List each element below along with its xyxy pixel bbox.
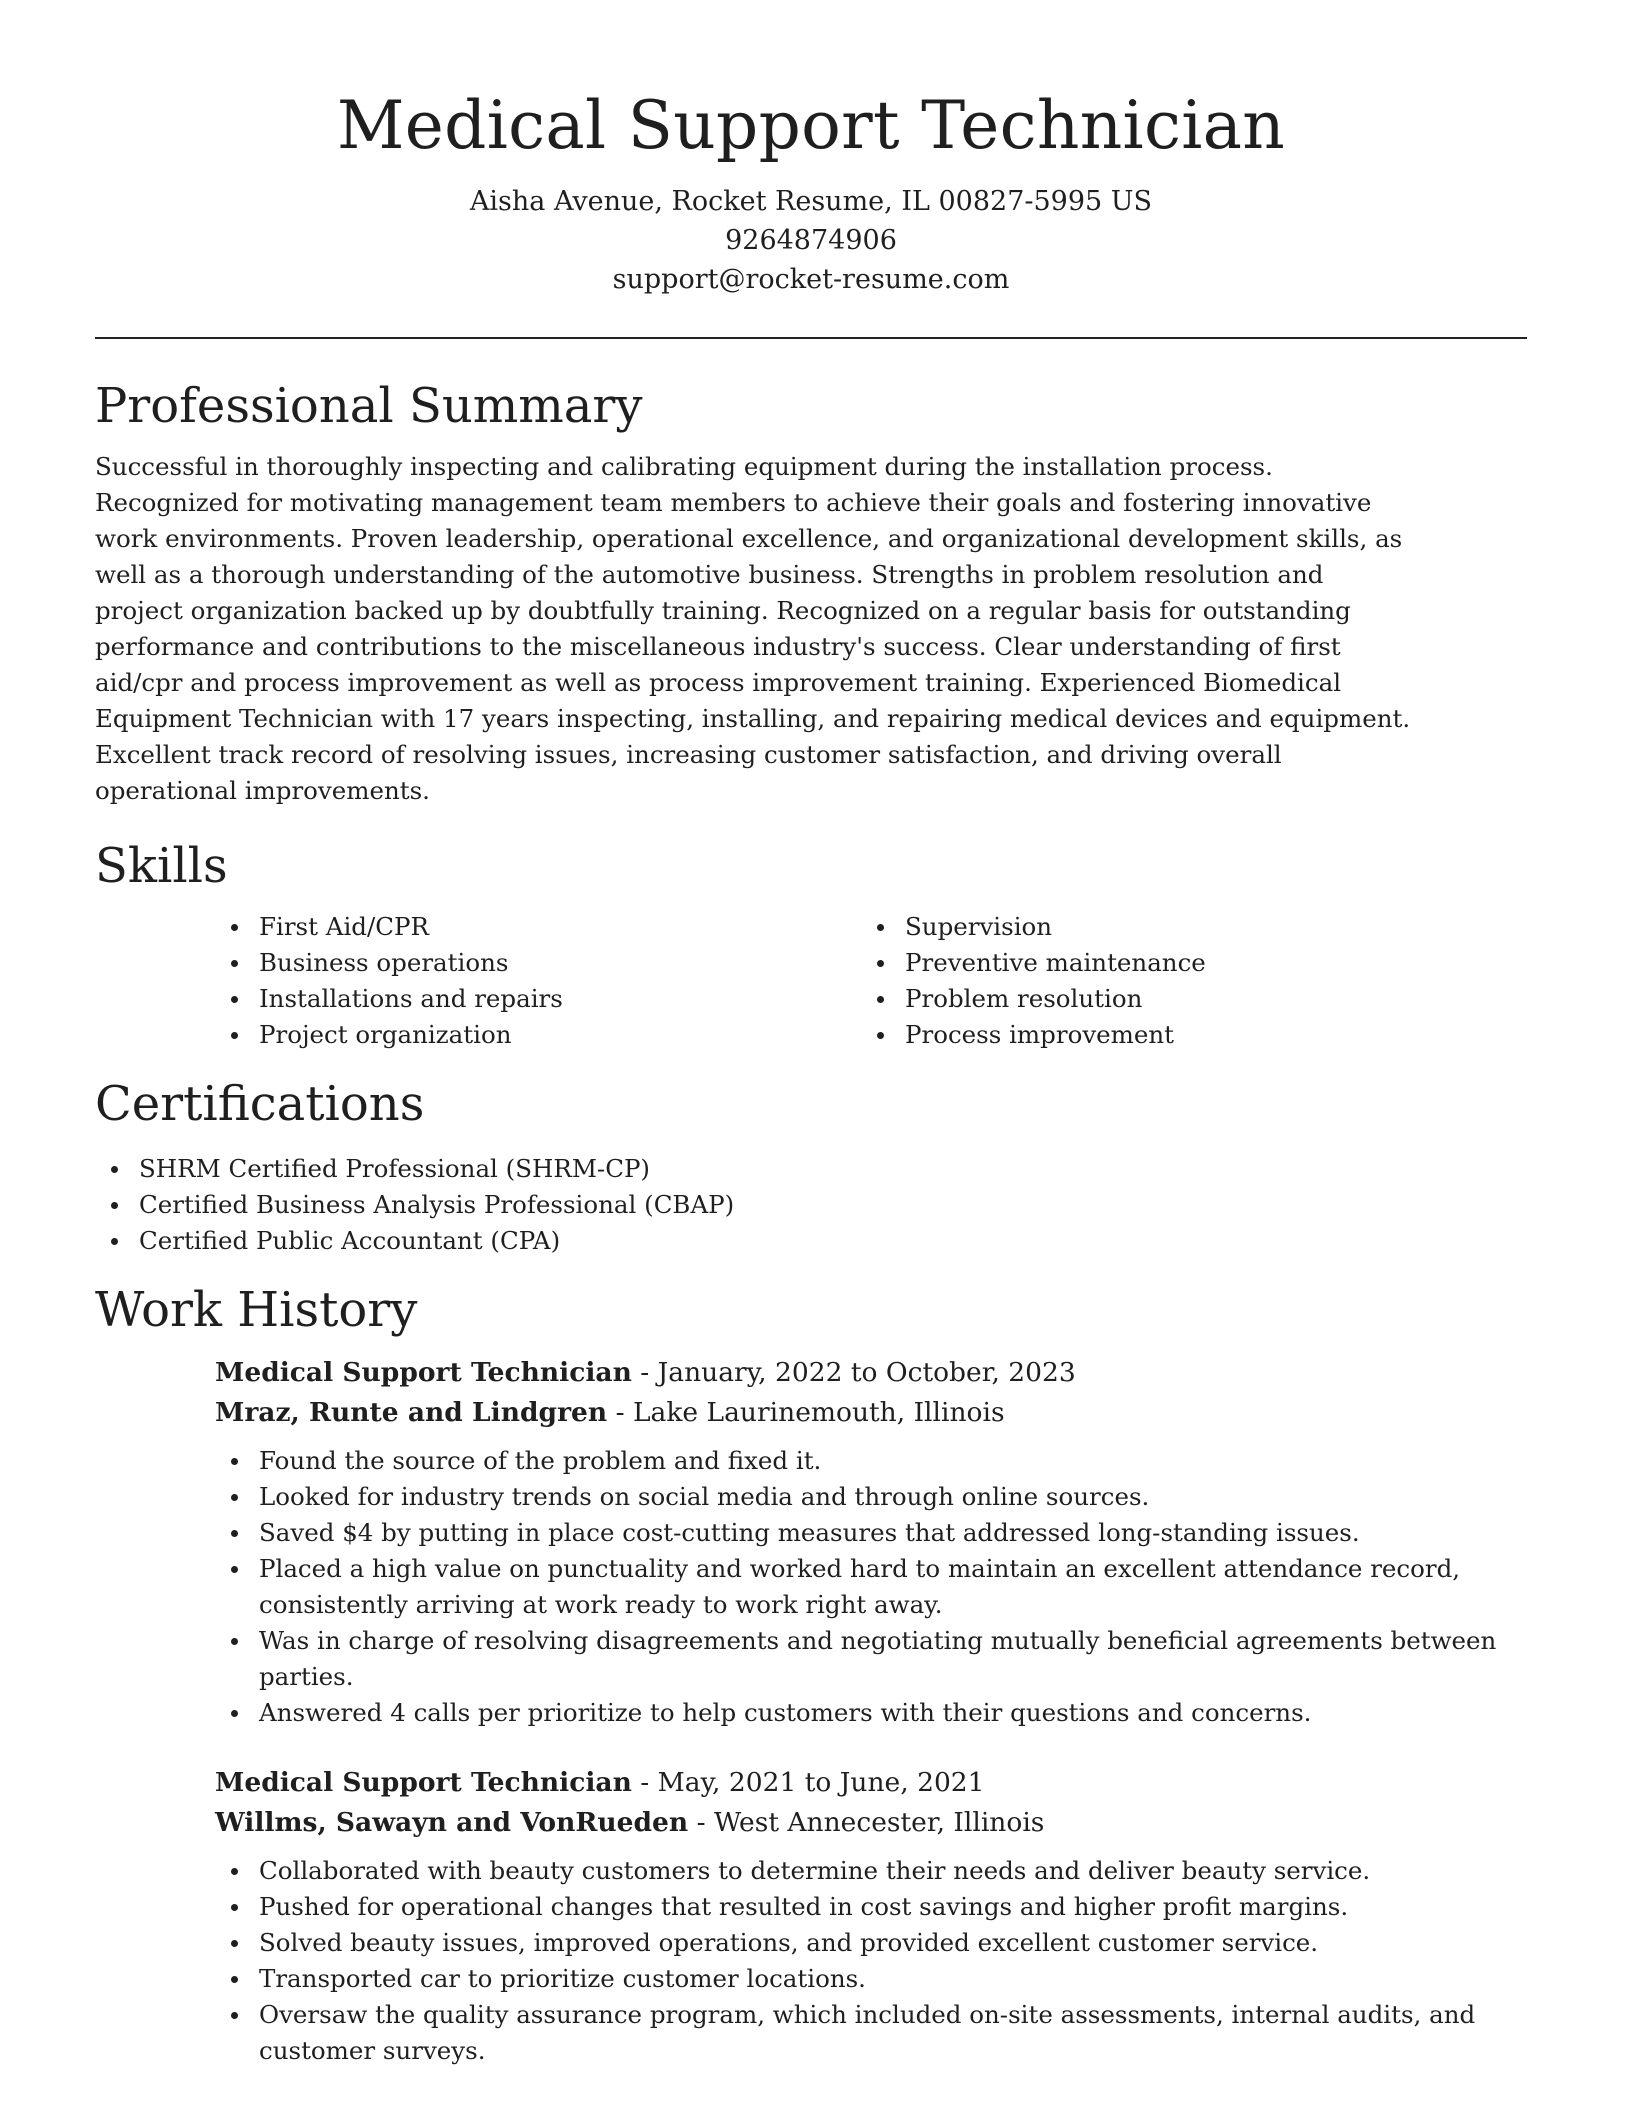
skill-item: First Aid/CPR xyxy=(215,909,861,945)
job-duty-item: Solved beauty issues, improved operations, and provided excellent customer service. xyxy=(215,1925,1527,1961)
certifications-section xyxy=(95,1075,1527,1259)
job-title-line xyxy=(215,1763,1527,1803)
job-title: Medical Support Technician xyxy=(215,1767,632,1798)
skills-section xyxy=(95,837,1527,1053)
contact-info xyxy=(95,182,1527,299)
resume-page xyxy=(95,0,1527,2069)
certifications-heading: Certifications xyxy=(95,1076,425,1132)
contact-address: Aisha Avenue, Rocket Resume, IL 00827-5995 US xyxy=(469,186,1153,217)
contact-email: support@rocket-resume.com xyxy=(612,264,1010,295)
skill-item: Process improvement xyxy=(861,1017,1507,1053)
header-divider xyxy=(95,337,1527,339)
skill-item: Project organization xyxy=(215,1017,861,1053)
job-employer-line xyxy=(215,1803,1527,1843)
skills-list xyxy=(215,909,1527,1053)
job-duty-item: Answered 4 calls per prioritize to help customers with their questions and concerns. xyxy=(215,1695,1527,1731)
job-entry xyxy=(215,1763,1527,2069)
job-employer-line xyxy=(215,1393,1527,1433)
contact-phone: 9264874906 xyxy=(725,225,897,256)
certification-item: Certified Public Accountant (CPA) xyxy=(95,1223,1527,1259)
work-history-section xyxy=(95,1281,1527,2069)
job-duty-item: Looked for industry trends on social media and through online sources. xyxy=(215,1479,1527,1515)
job-duty-item: Collaborated with beauty customers to determine their needs and deliver beauty service. xyxy=(215,1853,1527,1889)
work-history-heading: Work History xyxy=(95,1282,418,1338)
summary-section xyxy=(95,377,1527,809)
certifications-list xyxy=(95,1151,1527,1259)
resume-name: Medical Support Technician xyxy=(336,87,1286,164)
job-employer: Mraz, Runte and Lindgren xyxy=(215,1397,608,1428)
job-duty-item: Placed a high value on punctuality and worked hard to maintain an excellent attendance record, consistently arriving at work ready to work right away. xyxy=(215,1551,1527,1623)
skill-item: Business operations xyxy=(215,945,861,981)
resume-header xyxy=(95,0,1527,299)
job-duty-item: Found the source of the problem and fixed it. xyxy=(215,1443,1527,1479)
job-duty-item: Pushed for operational changes that resulted in cost savings and higher profit margins. xyxy=(215,1889,1527,1925)
job-entry xyxy=(215,1353,1527,1731)
job-duty-item: Was in charge of resolving disagreements and negotiating mutually beneficial agreements between parties. xyxy=(215,1623,1527,1695)
job-duties-list xyxy=(215,1443,1527,1731)
skills-heading: Skills xyxy=(95,838,228,894)
summary-text: Successful in thoroughly inspecting and calibrating equipment during the installation process. Recognized for motivating management team members to achieve their goals and fostering innovative work environments. Proven leadership, operational excellence, and organizational development skills, as well as a thorough understanding of the automotive business. Strengths in problem resolution and project organization backed up by doubtfully training. Recognized on a regular basis for outstanding performance and contributions to the miscellaneous industry's success. Clear understanding of first aid/cpr and process improvement as well as process improvement training. Experienced Biomedical Equipment Technician with 17 years inspecting, installing, and repairing medical devices and equipment. Excellent track record of resolving issues, increasing customer satisfaction, and driving overall operational improvements. xyxy=(95,452,1411,805)
job-location: - Lake Laurinemouth, Illinois xyxy=(607,1397,1005,1428)
job-duties-list xyxy=(215,1853,1527,2069)
job-dates: - May, 2021 to June, 2021 xyxy=(631,1767,985,1798)
skills-column-left xyxy=(215,909,861,1053)
certification-item: SHRM Certified Professional (SHRM-CP) xyxy=(95,1151,1527,1187)
job-location: - West Annecester, Illinois xyxy=(688,1807,1045,1838)
job-title-line xyxy=(215,1353,1527,1393)
skills-column-right xyxy=(861,909,1507,1053)
job-title: Medical Support Technician xyxy=(215,1357,632,1388)
certification-item: Certified Business Analysis Professional (CBAP) xyxy=(95,1187,1527,1223)
skill-item: Installations and repairs xyxy=(215,981,861,1017)
job-employer: Willms, Sawayn and VonRueden xyxy=(215,1807,689,1838)
skill-item: Problem resolution xyxy=(861,981,1507,1017)
job-dates: - January, 2022 to October, 2023 xyxy=(631,1357,1076,1388)
job-duty-item: Saved $4 by putting in place cost-cutting measures that addressed long-standing issues. xyxy=(215,1515,1527,1551)
summary-heading: Professional Summary xyxy=(95,378,643,434)
job-duty-item: Transported car to prioritize customer locations. xyxy=(215,1961,1527,1997)
job-duty-item: Oversaw the quality assurance program, which included on-site assessments, internal audits, and customer surveys. xyxy=(215,1997,1527,2069)
skill-item: Preventive maintenance xyxy=(861,945,1507,981)
skill-item: Supervision xyxy=(861,909,1507,945)
